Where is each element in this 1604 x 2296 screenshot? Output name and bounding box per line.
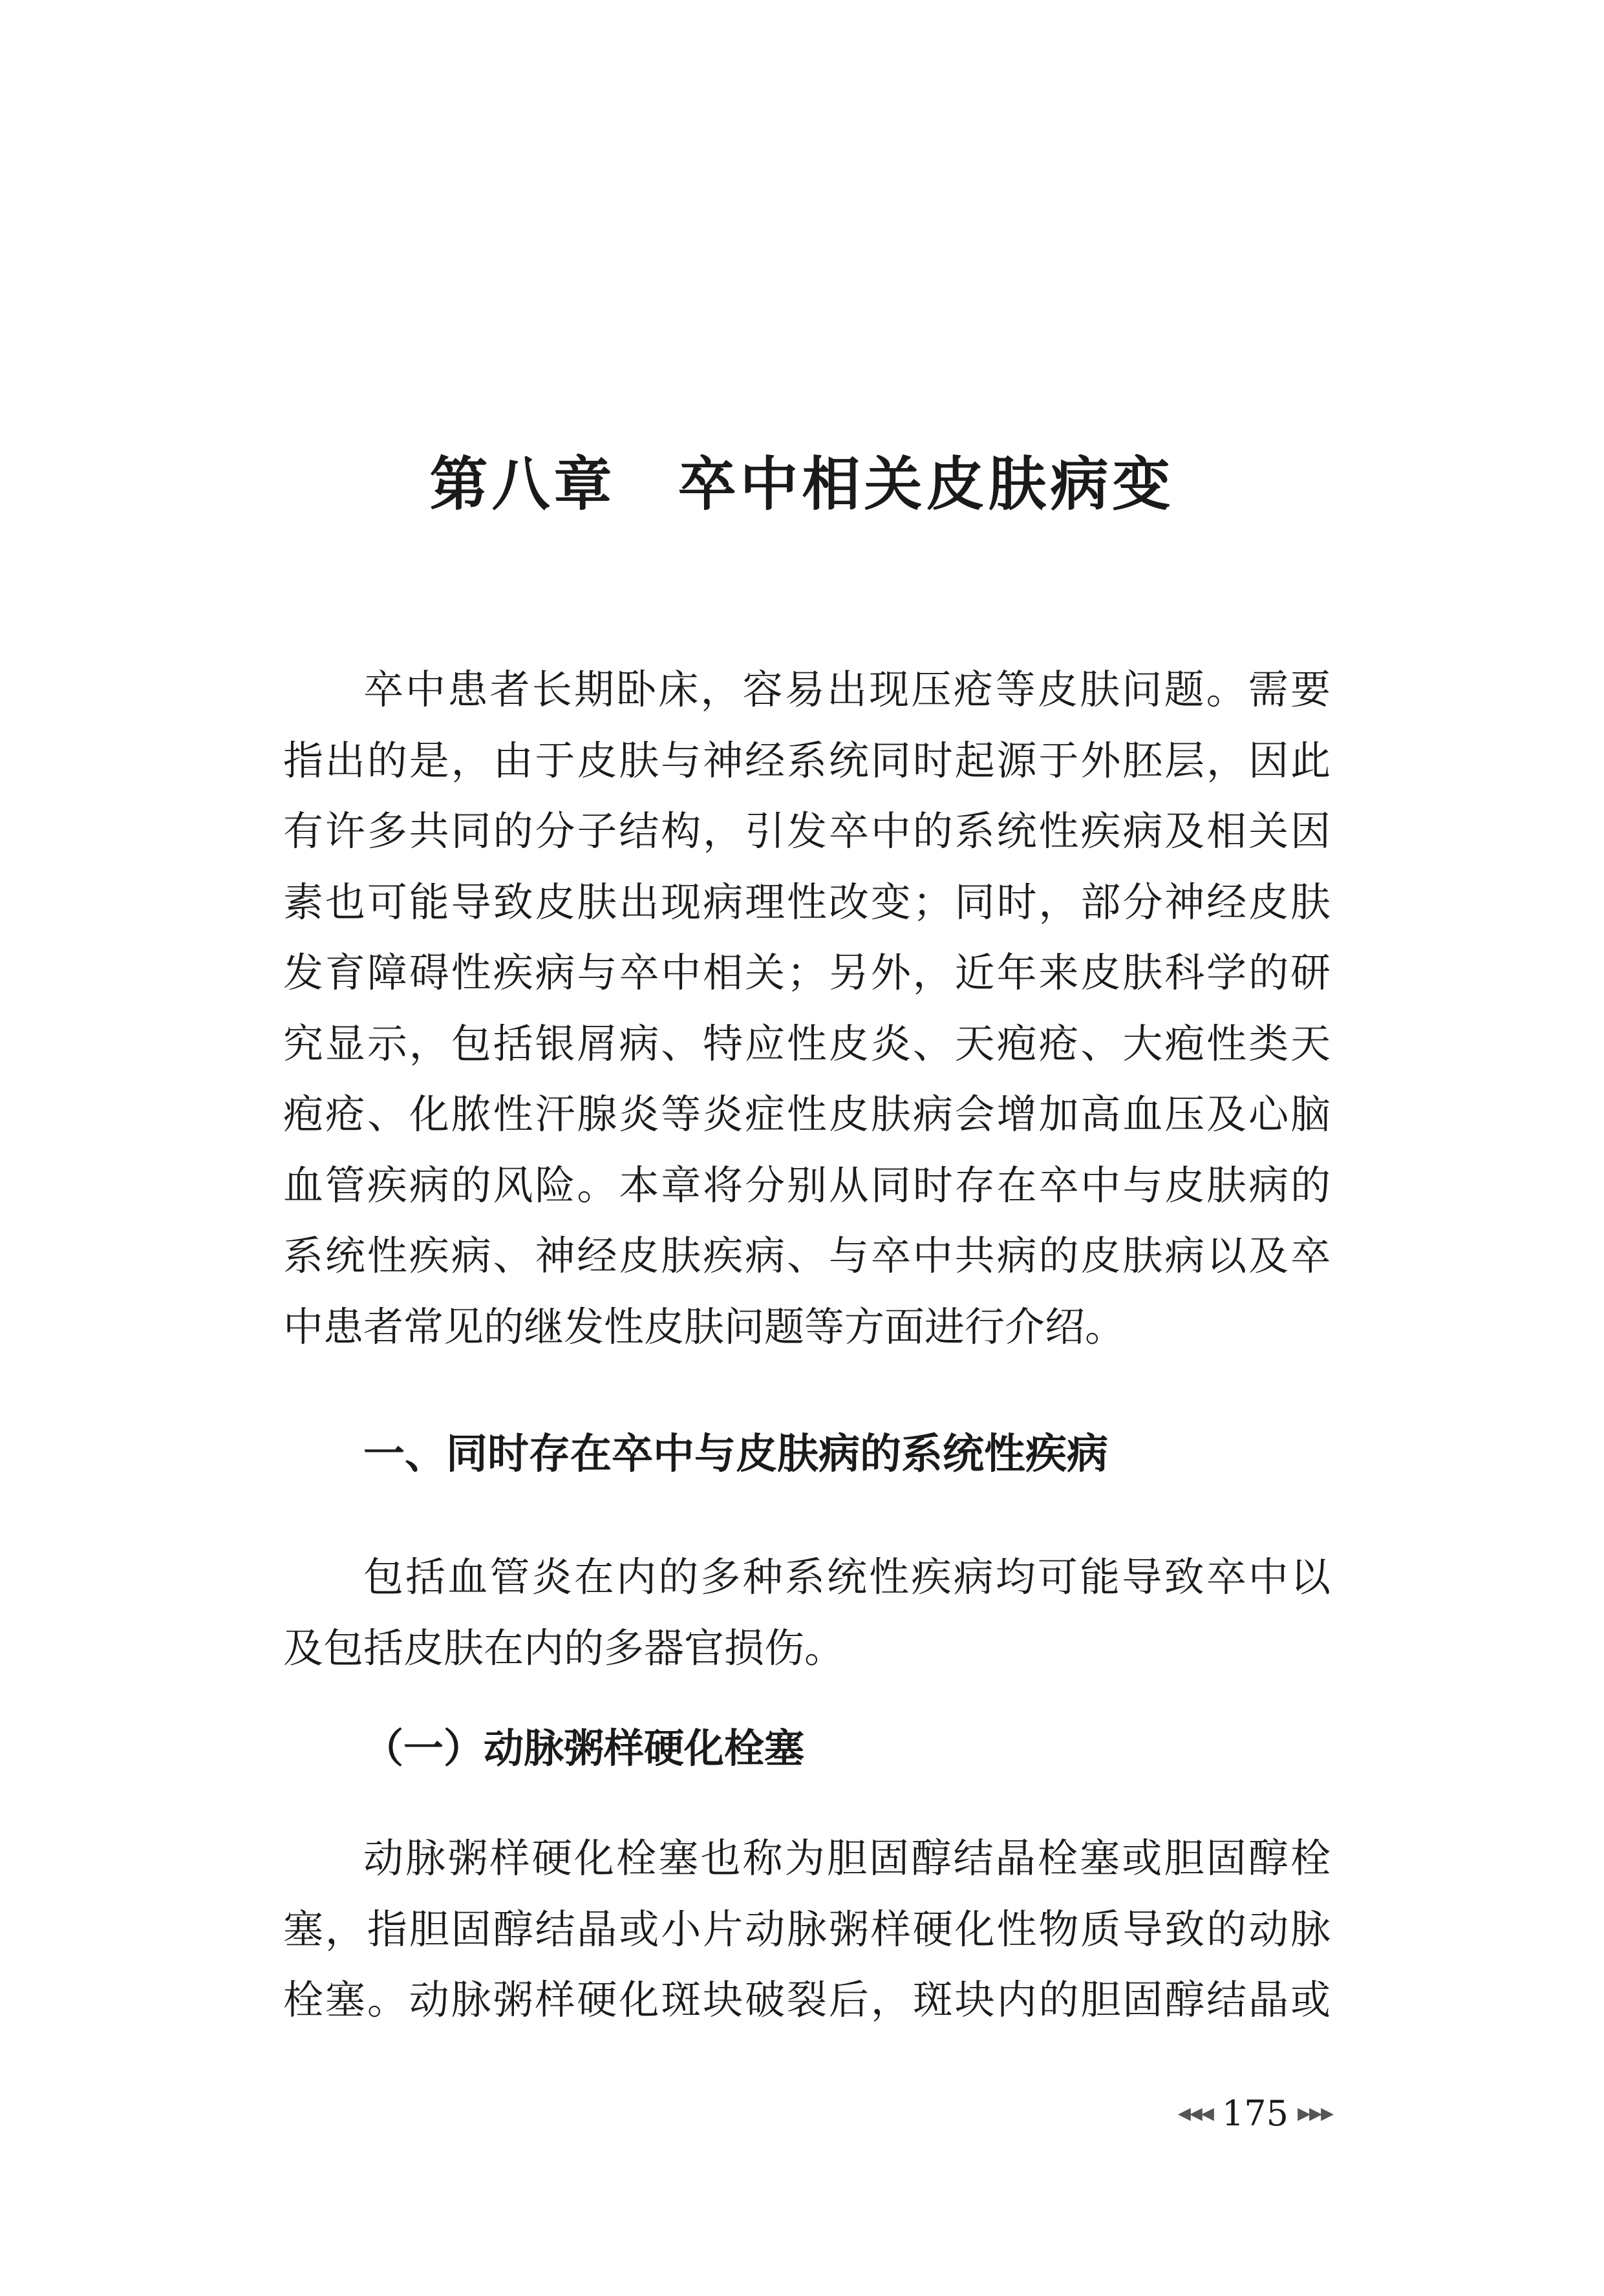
subsection-paragraph: [283, 1823, 1331, 2036]
left-arrows-icon: ◀◀◀: [1177, 2104, 1213, 2123]
section-heading: 一、同时存在卒中与皮肤病的系统性疾病: [363, 1430, 1108, 1478]
text-line: 动脉粥样硬化栓塞也称为胆固醇结晶栓塞或胆固醇栓: [363, 1834, 1331, 1882]
page-number: 175: [1221, 2093, 1289, 2134]
text-line: 指出的是，由于皮肤与神经系统同时起源于外胚层，因此: [283, 736, 1331, 784]
section-paragraph-text: [283, 1542, 1331, 1683]
text-line: 栓塞。动脉粥样硬化斑块破裂后，斑块内的胆固醇结晶或: [283, 1976, 1331, 2023]
text-line: 疱疮、化脓性汗腺炎等炎症性皮肤病会增加高血压及心脑: [283, 1090, 1331, 1138]
intro-paragraph: [283, 654, 1331, 1362]
right-arrows-icon: ▶▶▶: [1298, 2104, 1332, 2123]
text-line: 系统性疾病、神经皮肤疾病、与卒中共病的皮肤病以及卒: [283, 1232, 1331, 1279]
text-line: 包括血管炎在内的多种系统性疾病均可能导致卒中以: [363, 1553, 1331, 1600]
intro-paragraph-text: [283, 654, 1331, 1362]
text-line: 发育障碍性疾病与卒中相关；另外，近年来皮肤科学的研: [283, 949, 1331, 996]
text-line: 有许多共同的分子结构，引发卒中的系统性疾病及相关因: [283, 807, 1331, 855]
section-paragraph: [283, 1542, 1331, 1683]
text-line: 卒中患者长期卧床，容易出现压疮等皮肤问题。需要: [363, 666, 1331, 713]
chapter-title: 第八章 卒中相关皮肤病变: [429, 451, 1175, 518]
text-line: 塞，指胆固醇结晶或小片动脉粥样硬化性物质导致的动脉: [283, 1905, 1331, 1953]
text-line: 血管疾病的风险。本章将分别从同时存在卒中与皮肤病的: [283, 1161, 1331, 1209]
text-line: 素也可能导致皮肤出现病理性改变；同时，部分神经皮肤: [283, 878, 1331, 926]
text-line: 及包括皮肤在内的多器官损伤。: [283, 1624, 845, 1672]
text-line: 中患者常见的继发性皮肤问题等方面进行介绍。: [283, 1302, 1126, 1350]
page-footer: [1178, 2091, 1332, 2136]
subsection-heading: （一）动脉粥样硬化栓塞: [363, 1725, 805, 1772]
text-line: 究显示，包括银屑病、特应性皮炎、天疱疮、大疱性类天: [283, 1019, 1331, 1067]
subsection-paragraph-text: [283, 1823, 1331, 2036]
